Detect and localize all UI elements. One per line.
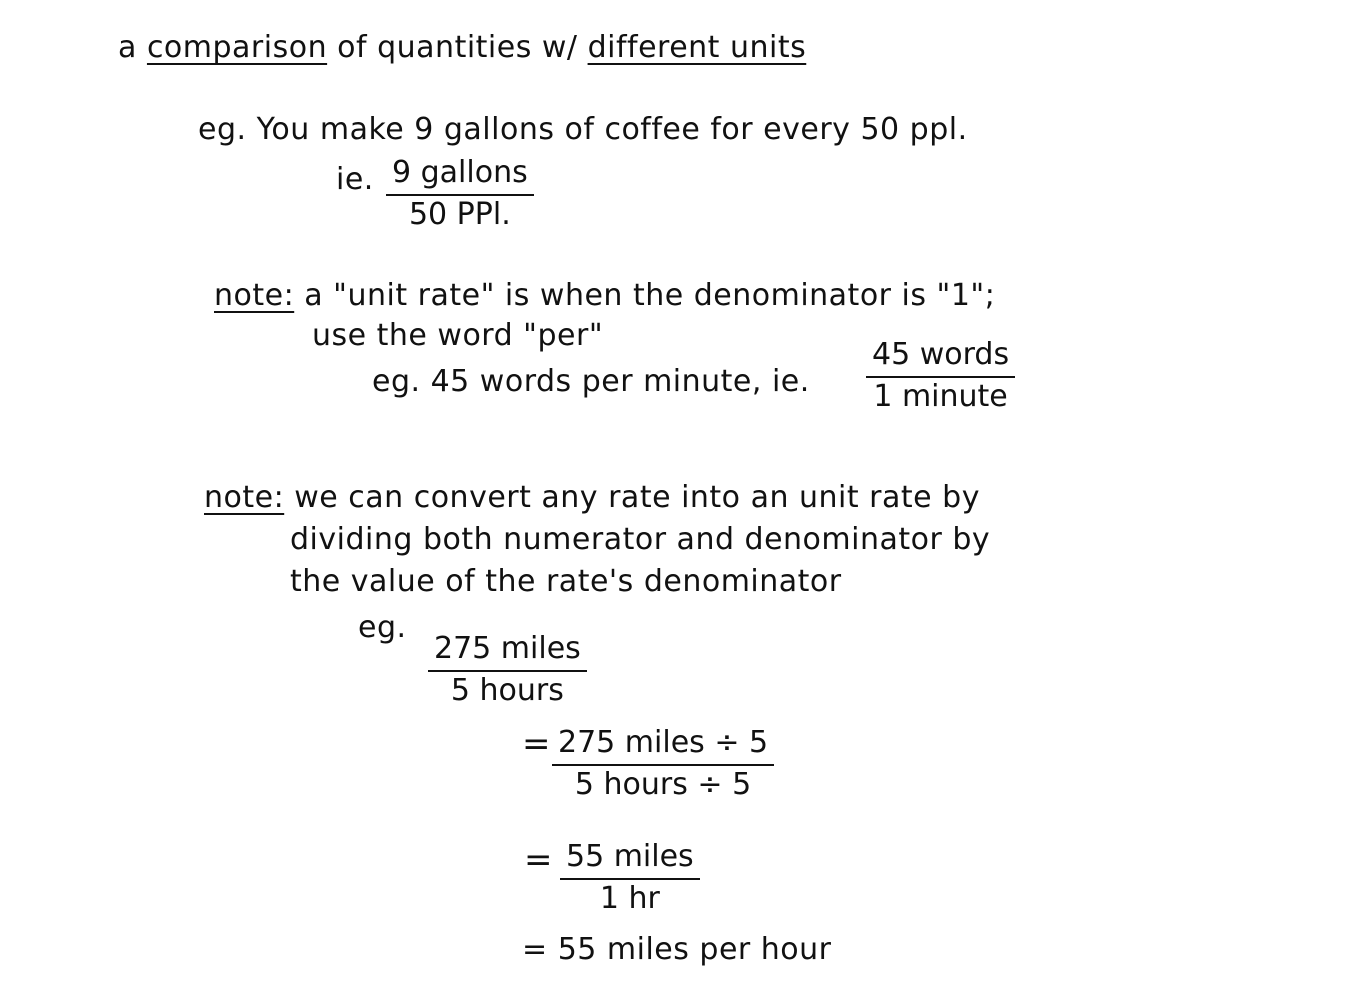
- definition-middle: of quantities w/: [337, 30, 578, 65]
- step3-fraction: [560, 840, 700, 916]
- example1-line: [198, 112, 968, 148]
- fraction-numerator: 9 gallons: [386, 156, 534, 196]
- note1-line1: [214, 278, 995, 314]
- step3-equals-sign: =: [524, 840, 553, 880]
- fraction-denominator: 5 hours: [450, 673, 564, 708]
- note1-example-text: 45 words per minute, ie.: [430, 364, 810, 399]
- fraction-denominator: 1 minute: [873, 379, 1008, 414]
- definition-prefix: a: [118, 30, 137, 65]
- note1-example-line: [372, 364, 810, 400]
- example1-label: eg.: [198, 112, 247, 147]
- fraction-numerator: 275 miles: [428, 632, 587, 672]
- fraction-denominator: 5 hours ÷ 5: [574, 767, 752, 802]
- example1-text: You make 9 gallons of coffee for every 50 ppl.: [256, 112, 968, 147]
- note2-line2: dividing both numerator and denominator by: [290, 522, 991, 557]
- step4-line: [522, 932, 832, 968]
- fraction-numerator: 45 words: [866, 338, 1015, 378]
- note2-example-label: eg.: [358, 610, 407, 645]
- note1-example-label: eg.: [372, 364, 421, 399]
- example1-fraction: [386, 156, 534, 232]
- step4-equals-sign: =: [522, 932, 548, 967]
- note2-label: note:: [204, 480, 285, 515]
- step1-fraction: [428, 632, 587, 708]
- definition-emphasis: different units: [587, 30, 807, 65]
- example1-ie-label: ie.: [336, 162, 374, 197]
- note1-text1: a "unit rate" is when the denominator is "1";: [304, 278, 996, 313]
- note2-line3: the value of the rate's denominator: [290, 564, 842, 599]
- step2-equals-sign: =: [522, 724, 551, 764]
- step4-text: 55 miles per hour: [557, 932, 832, 967]
- note1-line2: use the word "per": [312, 318, 604, 353]
- fraction-denominator: 1 hr: [599, 881, 660, 916]
- note1-fraction: [866, 338, 1015, 414]
- note2-line1: [204, 480, 980, 516]
- fraction-numerator: 55 miles: [560, 840, 700, 880]
- definition-term: comparison: [146, 30, 328, 65]
- definition-line: [118, 30, 806, 66]
- fraction-denominator: 50 PPl.: [408, 197, 511, 232]
- note1-label: note:: [214, 278, 295, 313]
- step2-fraction: [552, 726, 774, 802]
- note2-text1: we can convert any rate into an unit rate by: [294, 480, 980, 515]
- fraction-numerator: 275 miles ÷ 5: [552, 726, 774, 766]
